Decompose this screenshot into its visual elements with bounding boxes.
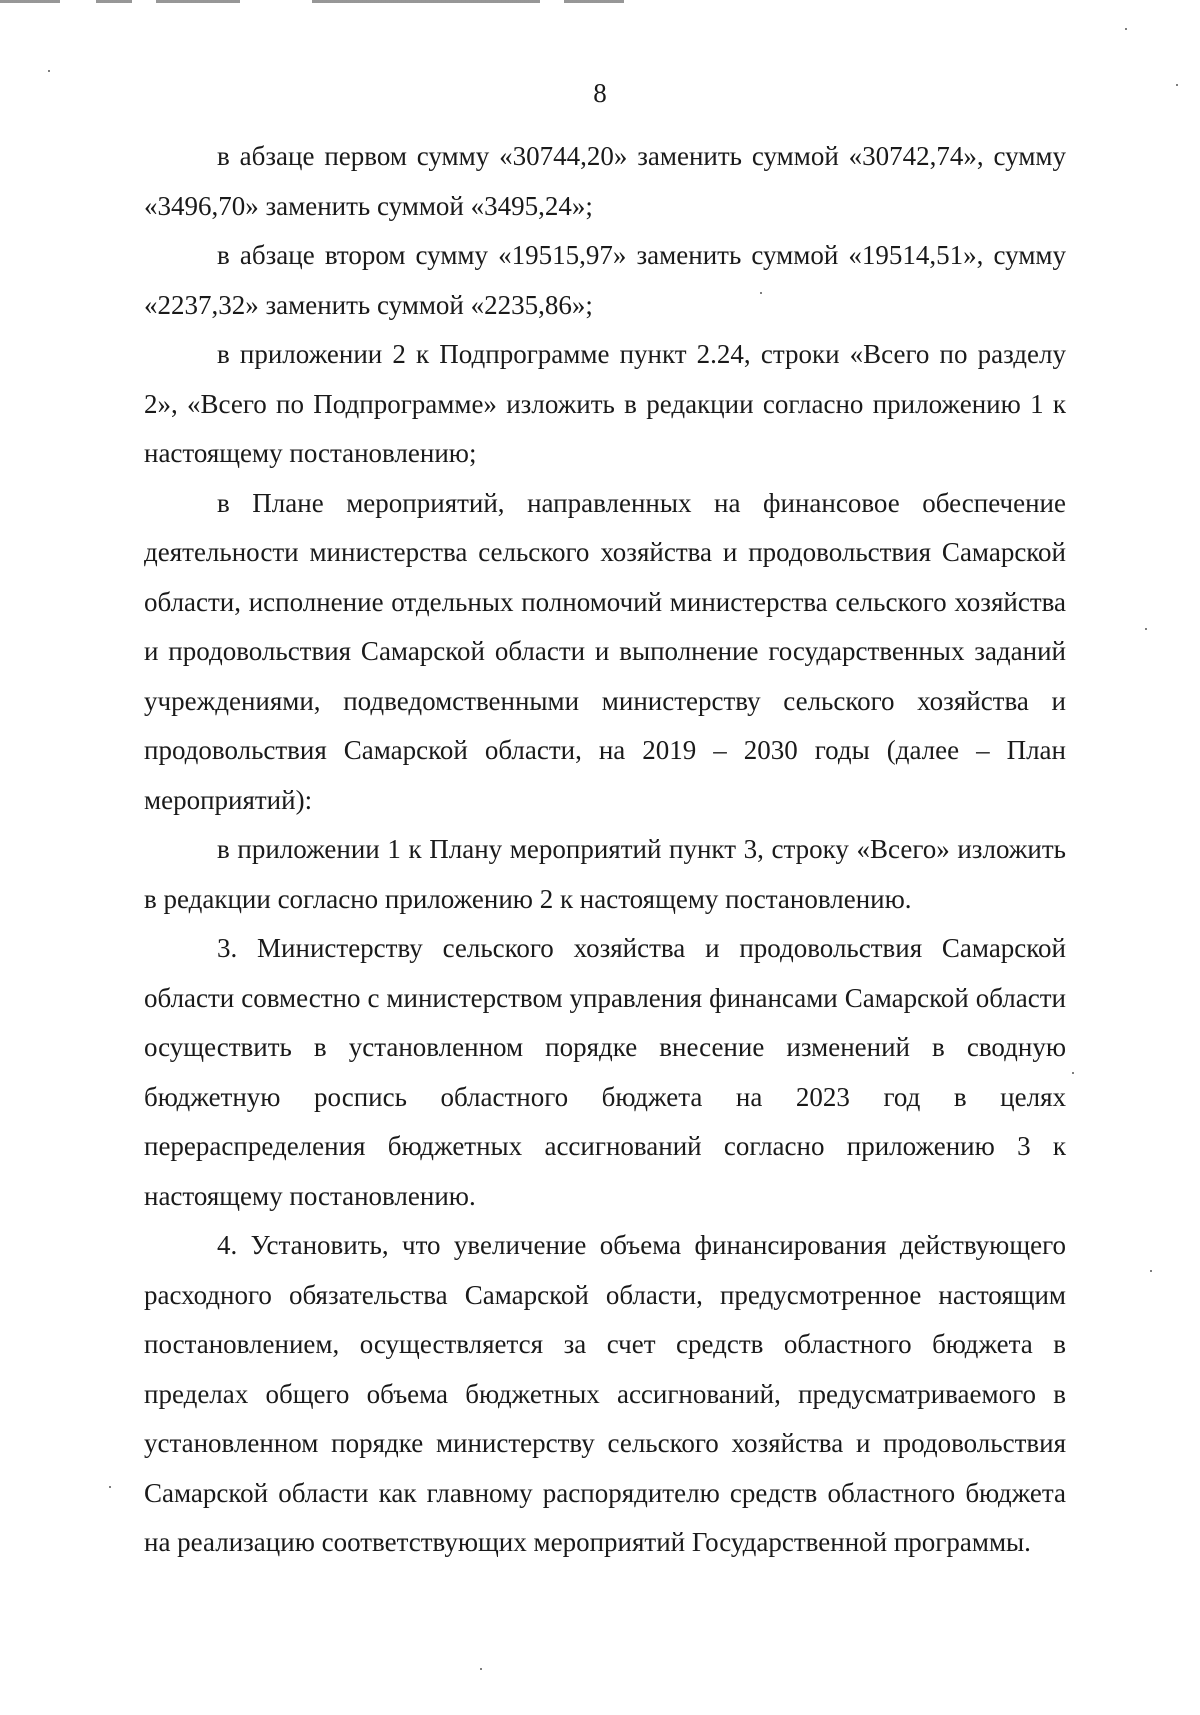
paragraph-appendix-2-subprogram: в приложении 2 к Подпрограмме пункт 2.24, строки «Всего по разделу 2», «Всего по Подпрограмме» изложить в редакции согласно приложению 1 к настоящему постановлению; bbox=[144, 339, 1066, 468]
scan-speck bbox=[48, 70, 50, 72]
scan-speck bbox=[760, 292, 762, 294]
page-number: 8 bbox=[593, 78, 607, 108]
scan-top-edge bbox=[0, 0, 1200, 3]
scan-speck bbox=[1125, 28, 1127, 30]
paragraph-second-abzac-amounts: в абзаце втором сумму «19515,97» заменить суммой «19514,51», сумму «2237,32» заменить суммой «2235,86»; bbox=[144, 240, 1066, 320]
scan-speck bbox=[1145, 628, 1147, 630]
document-body bbox=[144, 132, 1066, 1568]
scan-speck bbox=[480, 1668, 482, 1670]
scan-speck bbox=[1072, 1072, 1074, 1074]
paragraph-item-3-budget-changes: 3. Министерству сельского хозяйства и продовольствия Самарской области совместно с министерством управления финансами Самарской области осуществить в установленном порядке внесение изменений в сводную бюджетную роспись областного бюджета на 2023 год в целях перераспределения бюджетных ассигнований согласно приложению 3 к настоящему постановлению. bbox=[144, 933, 1066, 1211]
scan-speck bbox=[1176, 84, 1178, 86]
paragraph-appendix-1-plan: в приложении 1 к Плану мероприятий пункт 3, строку «Всего» изложить в редакции согласно приложению 2 к настоящему постановлению. bbox=[144, 834, 1066, 914]
scan-speck bbox=[1150, 1270, 1152, 1272]
paragraph-item-4-financing: 4. Установить, что увеличение объема финансирования действующего расходного обязательства Самарской области, предусмотренное настоящим постановлением, осуществляется за счет средств областного бюджета в пределах общего объема бюджетных ассигнований, предусматриваемого в установленном порядке министерству сельского хозяйства и продовольствия Самарской области как главному распорядителю средств областного бюджета на реализацию соответствующих мероприятий Государственной программы. bbox=[144, 1230, 1066, 1557]
paragraph-first-abzac-amounts: в абзаце первом сумму «30744,20» заменить суммой «30742,74», сумму «3496,70» заменить суммой «3495,24»; bbox=[144, 141, 1066, 221]
paragraph-plan-of-measures: в Плане мероприятий, направленных на финансовое обеспечение деятельности министерства сельского хозяйства и продовольствия Самарской области, исполнение отдельных полномочий министерства сельского хозяйства и продовольствия Самарской области и выполнение государственных заданий учреждениями, подведомственными министерству сельского хозяйства и продовольствия Самарской области, на 2019 – 2030 годы (далее – План мероприятий): bbox=[144, 487, 1066, 815]
scan-speck bbox=[109, 1486, 111, 1488]
